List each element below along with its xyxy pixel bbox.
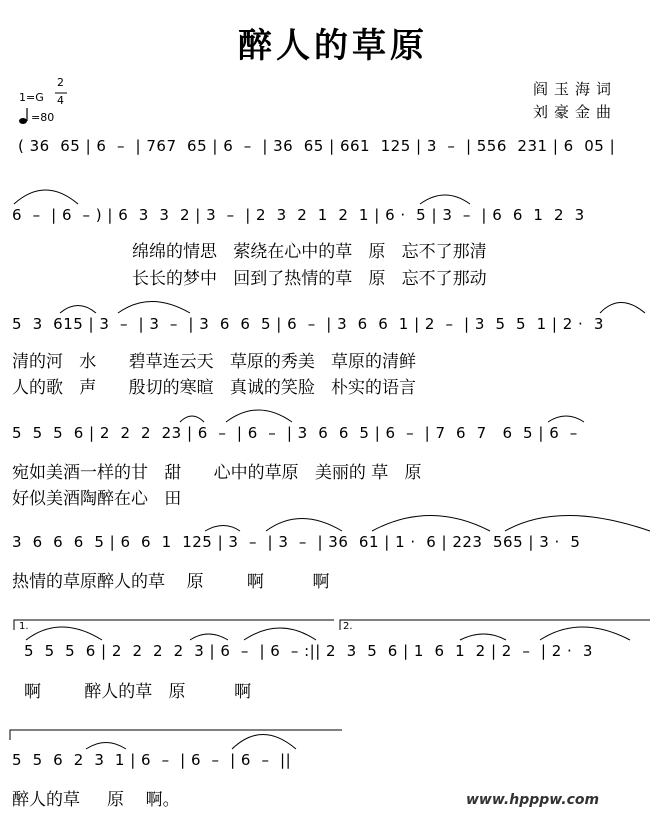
lyrics-line-2a: 绵绵的情思 萦绕在心中的草 原 忘不了那清: [132, 242, 487, 262]
tempo-marking: =80: [31, 111, 55, 124]
time-signature-denominator: 4: [57, 94, 64, 107]
lyrics-line-4b: 好似美酒陶醉在心 田: [12, 489, 182, 509]
lyrics-line-6: 啊 醉人的草 原 啊: [24, 682, 252, 702]
lyricist-credit: 阎玉海词: [533, 80, 618, 98]
lyrics-line-4a: 宛如美酒一样的甘 甜 心中的草原 美丽的 草 原: [12, 463, 422, 483]
lyrics-line-7: 醉人的草 原 啊。: [12, 790, 180, 810]
notation-line-1: ( 36 65 | 6 – | 767 65 | 6 – | 36 65 | 661 125 | 3 – | 556 231 | 6 05 |: [18, 137, 616, 155]
slurs: [14, 190, 650, 749]
lyrics-line-3a: 清的河 水 碧草连云天 草原的秀美 草原的清鲜: [12, 352, 417, 372]
page-title: 醉人的草原: [238, 26, 428, 66]
lyrics-line-5: 热情的草原醉人的草 原 啊 啊: [12, 572, 330, 592]
volta-first-ending: 1.: [19, 621, 29, 632]
volta-second-ending: 2.: [343, 621, 353, 632]
volta-brackets: [10, 620, 650, 740]
composer-credit: 刘豪金曲: [533, 103, 618, 121]
notation-line-4: 5 5 5 6 | 2 2 2 23 | 6 – | 6 – | 3 6 6 5 | 6 – | 7 6 7 6 5 | 6 –: [12, 424, 578, 442]
notation-line-2: 6 – | 6 – ) | 6 3 3 2 | 3 – | 2 3 2 1 2 1 | 6 · 5 | 3 – | 6 6 1 2 3: [12, 206, 585, 224]
notation-line-3: 5 3 615 | 3 – | 3 – | 3 6 6 5 | 6 – | 3 6 6 1 | 2 – | 3 5 5 1 | 2 · 3: [12, 315, 604, 333]
lyrics-line-3b: 人的歌 声 殷切的寒暄 真诚的笑脸 朴实的语言: [12, 378, 417, 398]
notation-line-6: 5 5 5 6 | 2 2 2 2 3 | 6 – | 6 – :|| 2 3 5 6 | 1 6 1 2 | 2 – | 2 · 3: [24, 642, 593, 660]
watermark: www.hpppw.com: [466, 792, 600, 808]
notation-line-7: 5 5 6 2 3 1 | 6 – | 6 – | 6 – ||: [12, 751, 292, 769]
time-signature-numerator: 2: [57, 76, 64, 89]
lyrics-line-2b: 长长的梦中 回到了热情的草 原 忘不了那动: [132, 269, 487, 289]
quarter-note-icon: [19, 108, 27, 124]
notation-line-5: 3 6 6 6 5 | 6 6 1 125 | 3 – | 3 – | 36 61 | 1 · 6 | 223 565 | 3 · 5: [12, 533, 581, 551]
key-signature: 1=G: [19, 91, 44, 104]
